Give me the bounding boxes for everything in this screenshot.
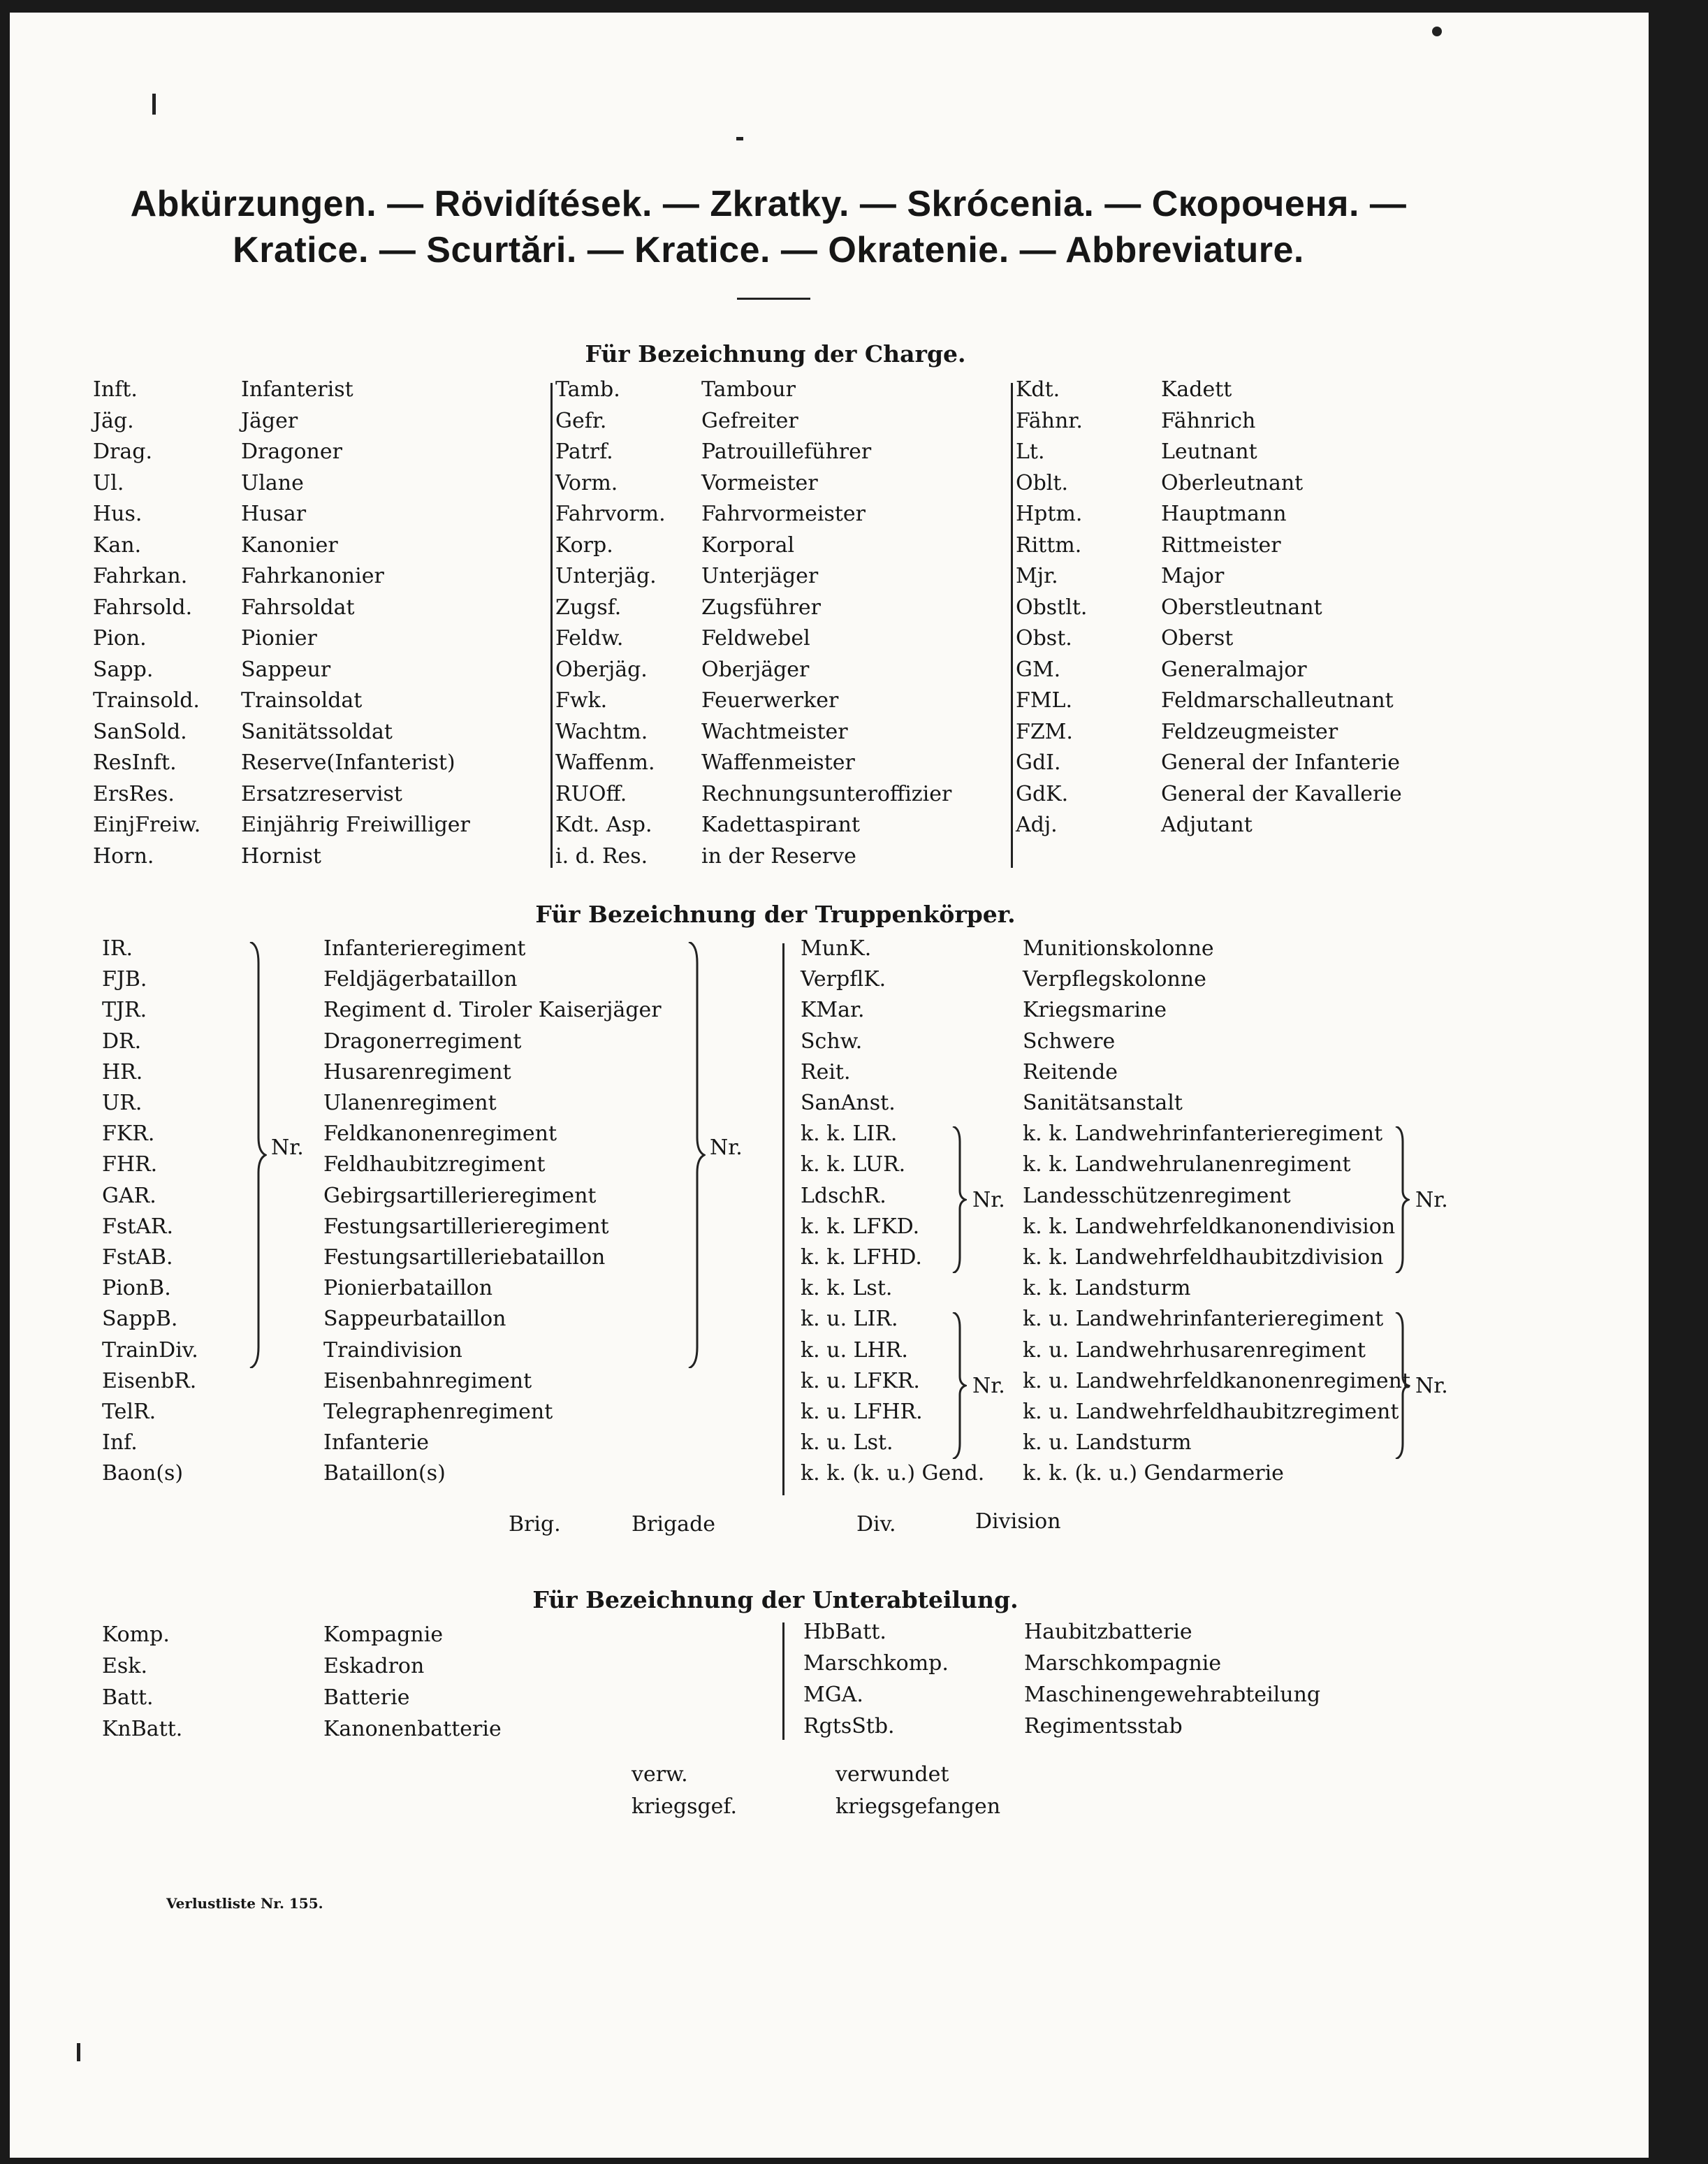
full-term: Traindivision: [323, 1337, 462, 1363]
abbreviation: Adj.: [1016, 813, 1058, 837]
full-term: Sanitätsanstalt: [1023, 1091, 1183, 1115]
abbreviation: TJR.: [102, 998, 147, 1023]
abbreviation: Tamb.: [555, 377, 620, 402]
scan-speck: [77, 2043, 80, 2061]
abbreviation: SappB.: [102, 1307, 178, 1332]
abbreviation: ResInft.: [93, 750, 177, 775]
full-term: Munitionskolonne: [1023, 936, 1214, 961]
abbreviation: FML.: [1016, 688, 1072, 713]
full-term: Verpflegskolonne: [1023, 967, 1206, 992]
full-term: Hornist: [241, 843, 321, 869]
scan-edge: [1659, 0, 1708, 2164]
abbreviation: k. u. LFHR.: [801, 1400, 923, 1424]
full-term: Marschkompagnie: [1024, 1651, 1222, 1676]
full-term: Festungsartillerieregiment: [323, 1214, 609, 1239]
abbreviation: Feldw.: [555, 626, 624, 651]
full-term: Reitende: [1023, 1059, 1118, 1084]
full-term: Sanitätssoldat: [241, 719, 393, 744]
abbreviation: RgtsStb.: [803, 1714, 895, 1738]
abbreviation: Oblt.: [1016, 470, 1068, 495]
abbreviation: Baon(s): [102, 1461, 184, 1486]
full-term: Feldzeugmeister: [1161, 719, 1338, 744]
abbreviation: Kdt. Asp.: [555, 813, 652, 837]
abbreviation: Lt.: [1016, 440, 1045, 464]
abbreviation: k. u. LIR.: [801, 1307, 898, 1332]
nr-label: Nr.: [271, 1135, 304, 1160]
full-term: Gefreiter: [701, 408, 798, 433]
full-term: k. k. Landsturm: [1023, 1276, 1191, 1301]
abbreviation: Fwk.: [555, 688, 608, 713]
full-term: k. u. Landwehrfeldkanonenregiment: [1023, 1368, 1411, 1393]
full-term: Reserve(Infanterist): [241, 750, 455, 775]
abbreviation: Waffenm.: [555, 750, 655, 775]
abbreviation: SanSold.: [93, 719, 187, 744]
abbreviation: k. k. LIR.: [801, 1121, 898, 1147]
full-term: Dragoner: [241, 440, 342, 464]
abbreviation: kriegsgef.: [632, 1794, 737, 1819]
full-term: Vormeister: [701, 470, 818, 495]
abbreviation: KMar.: [801, 998, 865, 1023]
full-term: Regimentsstab: [1024, 1714, 1183, 1738]
abbreviation: GdI.: [1016, 750, 1061, 775]
abbreviation: Trainsold.: [93, 688, 200, 713]
abbreviation: Batt.: [102, 1685, 154, 1710]
abbr-div: Div.: [856, 1512, 896, 1537]
abbreviation: Schw.: [801, 1029, 863, 1054]
full-term: Kadett: [1161, 377, 1232, 402]
full-term: k. u. Landwehrinfanterieregiment: [1023, 1307, 1384, 1332]
abbreviation: Korp.: [555, 532, 613, 558]
abbreviation: FJB.: [102, 967, 147, 992]
abbreviation: MunK.: [801, 936, 872, 961]
full-term: Kompagnie: [323, 1622, 444, 1647]
abbreviation: IR.: [102, 936, 133, 961]
abbreviation: Oberjäg.: [555, 657, 648, 682]
full-term: Generalmajor: [1161, 657, 1307, 682]
abbreviation: Fahrvorm.: [555, 502, 666, 526]
abbreviation: Jäg.: [93, 408, 134, 433]
full-term: Regiment d. Tiroler Kaiserjäger: [323, 998, 662, 1023]
nr-label: Nr.: [972, 1374, 1005, 1398]
full-term: Oberstleutnant: [1161, 595, 1322, 620]
full-term: Infanterieregiment: [323, 936, 526, 961]
abbreviation: Ul.: [93, 470, 124, 495]
full-term: Gebirgsartillerieregiment: [323, 1183, 597, 1208]
full-term: Hauptmann: [1161, 502, 1287, 526]
full-term: Kanonier: [241, 532, 338, 558]
full-term: Dragonerregiment: [323, 1029, 522, 1054]
full-term: k. u. Landwehrhusarenregiment: [1023, 1337, 1366, 1363]
abbreviation: k. k. Lst.: [801, 1276, 893, 1301]
full-term: Tambour: [701, 377, 796, 402]
abbreviation: Gefr.: [555, 408, 607, 433]
full-term: Fahrvormeister: [701, 502, 866, 526]
full-term: Kadettaspirant: [701, 813, 861, 837]
full-term: k. u. Landsturm: [1023, 1430, 1192, 1455]
abbr-brig: Brig.: [509, 1512, 561, 1537]
abbreviation: Vorm.: [555, 470, 618, 495]
abbreviation: SanAnst.: [801, 1091, 896, 1115]
full-term: Ulane: [241, 470, 304, 495]
abbreviation: Pion.: [93, 626, 147, 651]
abbreviation: Inft.: [93, 377, 138, 402]
full-term: Sappeur: [241, 657, 331, 682]
full-term: in der Reserve: [701, 843, 856, 869]
full-term: Korporal: [701, 532, 795, 558]
abbreviation: EinjFreiw.: [93, 813, 201, 837]
abbreviation: VerpflK.: [801, 967, 886, 992]
nr-label: Nr.: [1415, 1188, 1448, 1212]
full-term: Adjutant: [1161, 813, 1253, 837]
full-term: Infanterie: [323, 1430, 429, 1455]
full-term: Landesschützenregiment: [1023, 1183, 1291, 1208]
section-heading-truppenkoerper: Für Bezeichnung der Truppenkörper.: [535, 901, 1016, 928]
abbreviation: k. k. LFKD.: [801, 1214, 920, 1239]
full-term: Ulanenregiment: [323, 1091, 497, 1115]
abbreviation: EisenbR.: [102, 1368, 197, 1393]
full-term: Leutnant: [1161, 440, 1257, 464]
scan-speck: [1432, 27, 1442, 36]
full-term: Sappeurbataillon: [323, 1307, 506, 1332]
full-term: Kanonenbatterie: [323, 1717, 502, 1741]
full-term: Oberst: [1161, 626, 1234, 651]
full-term: General der Kavallerie: [1161, 781, 1402, 806]
abbreviation: k. k. LFHD.: [801, 1245, 922, 1270]
abbreviation: k. k. (k. u.) Gend.: [801, 1461, 985, 1486]
full-term: Oberjäger: [701, 657, 810, 682]
full-term: Bataillon(s): [323, 1461, 446, 1486]
full-term: Schwere: [1023, 1029, 1116, 1054]
abbreviation: verw.: [632, 1762, 688, 1787]
full-term: Maschinengewehrabteilung: [1024, 1683, 1321, 1707]
abbreviation: k. k. LUR.: [801, 1152, 906, 1177]
section-heading-charge: Für Bezeichnung der Charge.: [585, 340, 966, 368]
abbreviation: UR.: [102, 1091, 143, 1115]
full-term: k. u. Landwehrfeldhaubitzregiment: [1023, 1400, 1399, 1424]
abbreviation: DR.: [102, 1029, 142, 1054]
full-term: k. k. Landwehrfeldkanonendivision: [1023, 1214, 1396, 1239]
full-term: k. k. Landwehrfeldhaubitzdivision: [1023, 1245, 1384, 1270]
full-term: k. k. Landwehrulanenregiment: [1023, 1152, 1351, 1177]
abbreviation: Hptm.: [1016, 502, 1083, 526]
full-term: Feuerwerker: [701, 688, 839, 713]
abbreviation: i. d. Res.: [555, 843, 648, 869]
column-divider: [782, 1622, 784, 1740]
full-term: Feldwebel: [701, 626, 810, 651]
list-number-footer: Verlustliste Nr. 155.: [166, 1895, 323, 1912]
nr-label: Nr.: [710, 1135, 743, 1160]
full-term: Feldkanonenregiment: [323, 1121, 557, 1147]
abbreviation: HR.: [102, 1059, 143, 1084]
full-term: Trainsoldat: [241, 688, 363, 713]
abbreviation: TelR.: [102, 1400, 156, 1424]
section-heading-unterabteilung: Für Bezeichnung der Unterabteilung.: [532, 1586, 1019, 1613]
abbreviation: GdK.: [1016, 781, 1069, 806]
full-term: Pionier: [241, 626, 317, 651]
full-term: Feldhaubitzregiment: [323, 1152, 546, 1177]
full-term: Fähnrich: [1161, 408, 1256, 433]
abbreviation: ErsRes.: [93, 781, 175, 806]
abbreviation: KnBatt.: [102, 1717, 183, 1741]
full-term: Jäger: [241, 408, 298, 433]
abbreviation: Reit.: [801, 1059, 851, 1084]
column-divider: [782, 943, 784, 1495]
abbreviation: Drag.: [93, 440, 153, 464]
full-term: Rittmeister: [1161, 532, 1281, 558]
full-term: Batterie: [323, 1685, 410, 1710]
full-term: Rechnungsunteroffizier: [701, 781, 952, 806]
full-term: General der Infanterie: [1161, 750, 1400, 775]
abbreviation: Wachtm.: [555, 719, 648, 744]
abbreviation: MGA.: [803, 1683, 863, 1707]
full-term: Patrouilleführer: [701, 440, 872, 464]
full-term: Waffenmeister: [701, 750, 855, 775]
full-term: Unterjäger: [701, 564, 819, 588]
full-term: Eisenbahnregiment: [323, 1368, 532, 1393]
abbreviation: Kan.: [93, 532, 142, 558]
abbreviation: Fahrsold.: [93, 595, 193, 620]
abbreviation: Obstlt.: [1016, 595, 1088, 620]
full-division: Division: [975, 1509, 1061, 1534]
abbreviation: Unterjäg.: [555, 564, 657, 588]
abbreviation: PionB.: [102, 1276, 171, 1301]
full-term: Infanterist: [241, 377, 353, 402]
abbreviation: Zugsf.: [555, 595, 622, 620]
abbreviation: Fahrkan.: [93, 564, 188, 588]
column-divider: [1011, 383, 1013, 868]
abbreviation: Esk.: [102, 1654, 148, 1678]
full-term: Feldmarschalleutnant: [1161, 688, 1394, 713]
page-title-line-1: Abkürzungen. — Rövidítések. — Zkratky. — Skrócenia. — Скороченя. —: [130, 184, 1407, 224]
full-term: Oberleutnant: [1161, 470, 1304, 495]
abbreviation: Hus.: [93, 502, 143, 526]
full-term: Fahrsoldat: [241, 595, 355, 620]
abbreviation: Mjr.: [1016, 564, 1058, 588]
abbreviation: k. u. LFKR.: [801, 1368, 920, 1393]
full-term: Einjährig Freiwilliger: [241, 813, 470, 837]
scan-speck: [152, 94, 156, 115]
full-term: k. k. (k. u.) Gendarmerie: [1023, 1461, 1284, 1486]
full-term: Feldjägerbataillon: [323, 967, 518, 992]
abbreviation: Patrf.: [555, 440, 613, 464]
page-title-line-2: Kratice. — Scurtări. — Kratice. — Okratenie. — Abbreviature.: [233, 230, 1304, 270]
full-brigade: Brigade: [632, 1512, 716, 1537]
full-term: Haubitzbatterie: [1024, 1620, 1192, 1644]
nr-label: Nr.: [1415, 1374, 1448, 1398]
abbreviation: FKR.: [102, 1121, 155, 1147]
abbreviation: LdschR.: [801, 1183, 886, 1208]
full-term: kriegsgefangen: [835, 1794, 1001, 1819]
abbreviation: RUOff.: [555, 781, 627, 806]
abbreviation: Komp.: [102, 1622, 170, 1647]
abbreviation: Horn.: [93, 843, 154, 869]
abbreviation: Marschkomp.: [803, 1651, 949, 1676]
full-term: Festungsartilleriebataillon: [323, 1245, 606, 1270]
abbreviation: GAR.: [102, 1183, 156, 1208]
abbreviation: HbBatt.: [803, 1620, 886, 1644]
full-term: Husar: [241, 502, 307, 526]
full-term: Pionierbataillon: [323, 1276, 493, 1301]
abbreviation: FstAB.: [102, 1245, 173, 1270]
abbreviation: FHR.: [102, 1152, 158, 1177]
full-term: Telegraphenregiment: [323, 1400, 553, 1424]
abbreviation: Sapp.: [93, 657, 154, 682]
full-term: Major: [1161, 564, 1225, 588]
full-term: Fahrkanonier: [241, 564, 384, 588]
full-term: Eskadron: [323, 1654, 425, 1678]
abbreviation: k. u. Lst.: [801, 1430, 893, 1455]
column-divider: [550, 383, 553, 868]
abbreviation: k. u. LHR.: [801, 1337, 908, 1363]
full-term: Zugsführer: [701, 595, 821, 620]
abbreviation: Fähnr.: [1016, 408, 1083, 433]
abbreviation: Obst.: [1016, 626, 1072, 651]
abbreviation: FstAR.: [102, 1214, 174, 1239]
scan-speck: [736, 137, 743, 140]
full-term: Husarenregiment: [323, 1059, 511, 1084]
abbreviation: Kdt.: [1016, 377, 1060, 402]
nr-label: Nr.: [972, 1188, 1005, 1212]
full-term: verwundet: [835, 1762, 949, 1787]
title-divider: [737, 298, 810, 300]
abbreviation: FZM.: [1016, 719, 1073, 744]
full-term: Wachtmeister: [701, 719, 848, 744]
full-term: Kriegsmarine: [1023, 998, 1167, 1023]
abbreviation: Inf.: [102, 1430, 138, 1455]
full-term: Ersatzreservist: [241, 781, 402, 806]
abbreviation: GM.: [1016, 657, 1061, 682]
abbreviation: TrainDiv.: [102, 1337, 198, 1363]
full-term: k. k. Landwehrinfanterieregiment: [1023, 1121, 1383, 1147]
abbreviation: Rittm.: [1016, 532, 1082, 558]
